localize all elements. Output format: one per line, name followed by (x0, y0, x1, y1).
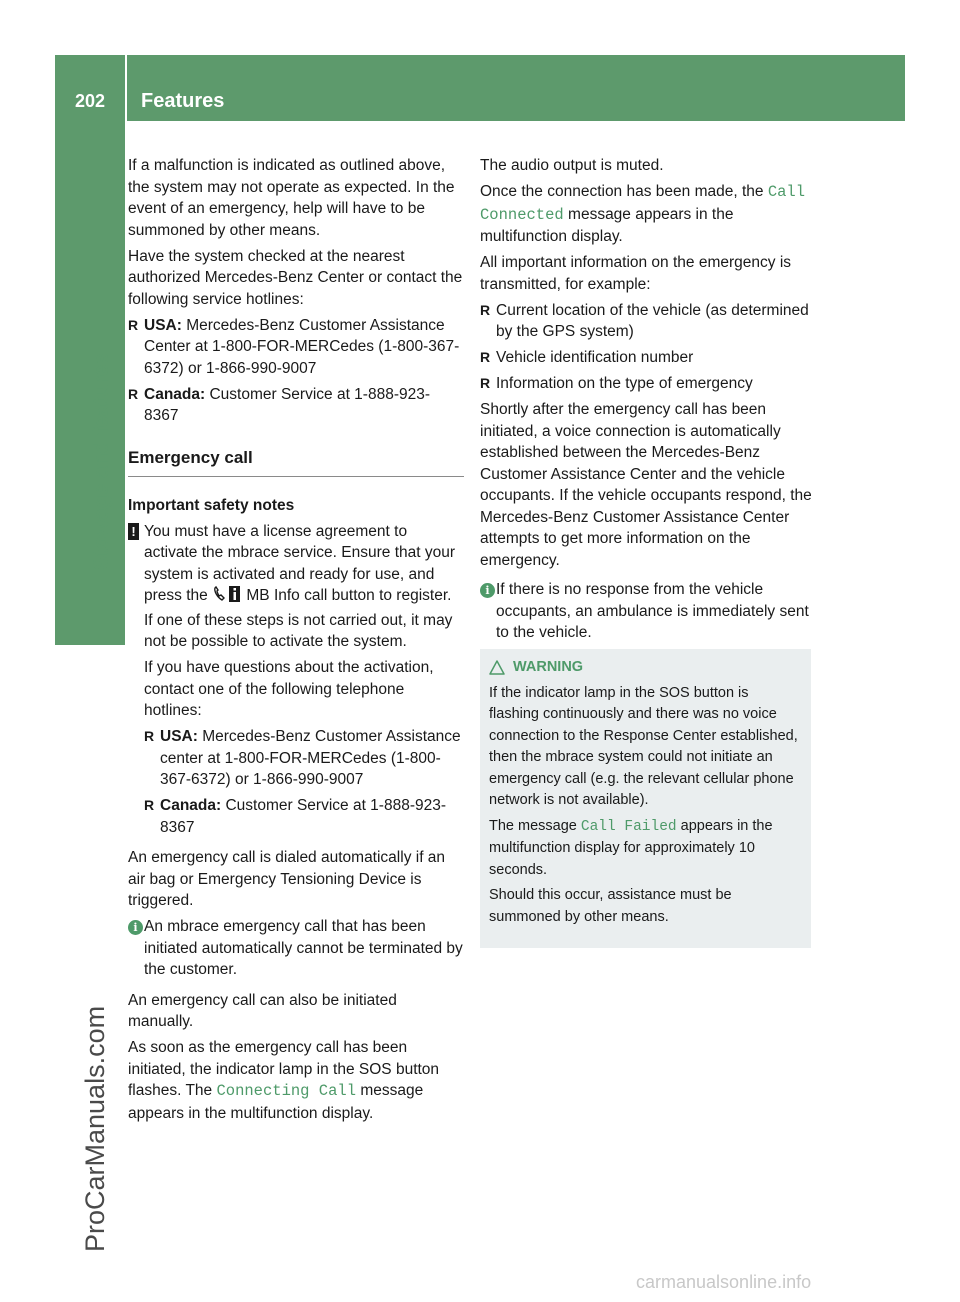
exclamation-icon: ! (128, 523, 139, 540)
initiated-paragraph (128, 1037, 464, 1124)
call-failed-message: Call Failed (580, 818, 677, 835)
auto-call-info (128, 916, 464, 985)
side-tab-label: Stowage and features (90, 352, 113, 570)
audio-muted: The audio output is muted. (480, 157, 664, 174)
left-column (128, 155, 464, 1129)
no-response-info (480, 579, 814, 648)
right-column (480, 155, 814, 653)
hotlines-intro: Have the system checked at the nearest authorized Mercedes-Benz Center or contact the following service hotlines: (128, 247, 463, 308)
connecting-call-message: Connecting Call (216, 1082, 356, 1100)
warning-box (480, 649, 811, 948)
list-item (480, 347, 814, 369)
note-usa-label: USA: (160, 728, 198, 745)
hotline-usa (128, 315, 464, 380)
auto-dial-paragraph: An emergency call is dialed automatically if an air bag or Emergency Tensioning Device is triggered. (128, 849, 446, 909)
phone-info-icon (212, 585, 242, 610)
emergency-call-heading: Emergency call (128, 446, 464, 477)
note-canada-text: Customer Service at 1-888-923-8367 (160, 797, 447, 836)
warning-title: WARNING (513, 659, 584, 675)
list-item (480, 300, 814, 343)
hotline-canada-label: Canada: (144, 385, 206, 403)
list-item-text: Vehicle identification number (496, 349, 694, 366)
bullet-marker: R (128, 316, 139, 333)
note-canada-label: Canada: (160, 797, 222, 814)
initiated-text: As soon as the emergency call has been initiated, the indicator lamp in the SOS button flashes. The (128, 1039, 440, 1099)
manual-call-paragraph: An emergency call can also be initiated manually. (128, 991, 397, 1030)
hotline-usa-label: USA: (144, 316, 182, 334)
note-hotline-canada (144, 795, 464, 838)
hotline-canada (128, 384, 464, 427)
warning-text: If the indicator lamp in the SOS button is flashing continuously and there was no voice connection to the Response Center established, then the mbrace system could not initiate an emergency call (e.g. the relevant cellular phone network is not available). (489, 684, 798, 808)
list-item-text: Information on the type of emergency (496, 375, 753, 392)
header-bar (55, 55, 905, 121)
activation-questions: If you have questions about the activation, contact one of the following telephone hotlines: (144, 659, 434, 719)
warning-triangle-icon (489, 660, 505, 675)
hotline-canada-text: Customer Service at 1-888-923-8367 (144, 385, 431, 424)
safety-notes-heading: Important safety notes (128, 496, 295, 514)
connection-paragraph (480, 181, 814, 248)
vertical-watermark: ProCarManuals.com (80, 1005, 110, 1252)
list-item-text: Current location of the vehicle (as determined by the GPS system) (496, 301, 809, 340)
warning-message-paragraph (489, 816, 802, 882)
warning-summon-text: Should this occur, assistance must be summoned by other means. (489, 887, 732, 925)
note-hotline-usa (144, 726, 464, 791)
license-note (128, 521, 464, 843)
license-note-text: You must have a license agreement to activate the mbrace service. Ensure that your system is activated and ready for use, and press the (144, 522, 456, 604)
voice-connection-paragraph: Shortly after the emergency call has been initiated, a voice connection is automatically established between the Mercedes-Benz Customer Assistance Center and the vehicle occupants. If the vehicle occupants respond, the Mercedes-Benz Customer Assistance Center attempts to get more information on the emergency. (480, 401, 812, 569)
bullet-marker: R (480, 349, 491, 365)
info-icon: i (128, 920, 143, 935)
bullet-marker: R (128, 385, 139, 402)
connection-text-end: message appears in the multifunction display. (480, 205, 734, 245)
auto-call-info-text: An mbrace emergency call that has been initiated automatically cannot be terminated by the customer. (144, 918, 463, 978)
page-number: 202 (74, 91, 106, 111)
warning-message-text-end: appears in the multifunction display for approximately 10 seconds. (489, 817, 773, 878)
bullet-marker: R (144, 728, 155, 744)
malfunction-paragraph: If a malfunction is indicated as outlined above, the system may not operate as expected. In the event of an emergency, help will have to be summoned by other means. (128, 157, 455, 239)
initiated-text-end: message appears in the multifunction display. (128, 1082, 424, 1122)
bullet-marker: R (480, 301, 491, 318)
bullet-marker: R (480, 375, 491, 391)
list-item (480, 373, 814, 395)
connection-text: Once the connection has been made, the (480, 183, 764, 200)
footer-watermark: carmanualsonline.info (636, 1272, 812, 1292)
no-response-text: If there is no response from the vehicle occupants, an ambulance is immediately sent to the vehicle. (496, 581, 809, 641)
call-connected-message: Call Connected (480, 183, 806, 224)
warning-message-text: The message (489, 817, 577, 834)
note-usa-text: Mercedes-Benz Customer Assistance center at 1-800-FOR-MERCedes (1-800-367-6372) or 1-866-990-9007 (160, 728, 461, 788)
transmitted-info: All important information on the emergency is transmitted, for example: (480, 254, 792, 293)
bullet-marker: R (144, 797, 155, 813)
header-divider (125, 55, 127, 121)
warning-title-row (489, 657, 802, 679)
info-icon: i (480, 583, 495, 598)
section-title: Features (141, 90, 225, 112)
license-note-text-cont: MB Info call button to register. If one of these steps is not carried out, it may not be possible to activate the system. (144, 587, 453, 650)
hotline-usa-text: Mercedes-Benz Customer Assistance Center at 1-800-FOR-MERCedes (1-800-367-6372) or 1-866-990-9007 (144, 316, 460, 377)
